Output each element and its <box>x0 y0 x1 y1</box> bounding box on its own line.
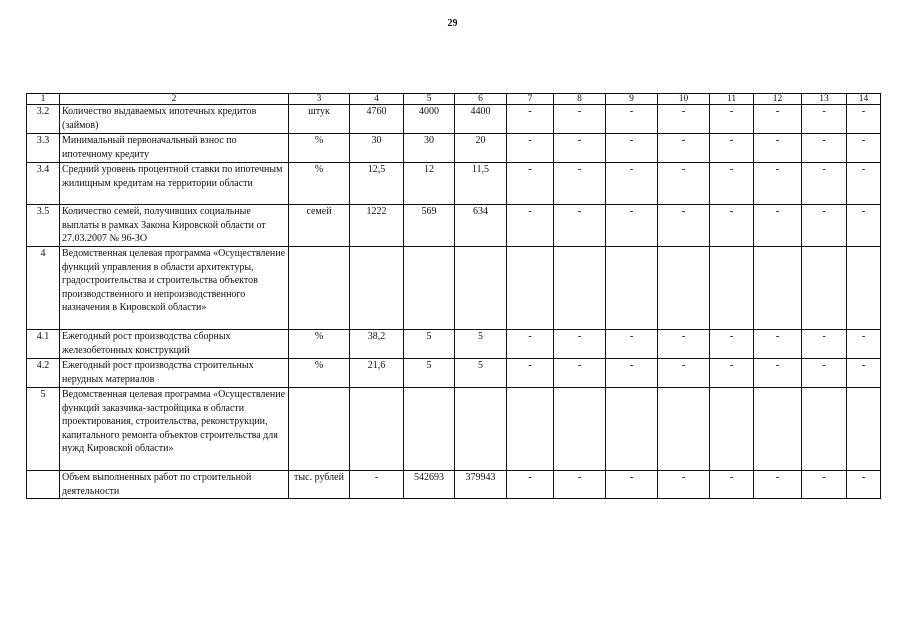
value-col9-cell <box>606 388 658 471</box>
value-col5-cell: 12 <box>404 163 455 205</box>
row-number-cell: 4 <box>27 247 60 330</box>
value-col4-cell: 38,2 <box>350 330 404 359</box>
unit-cell: семей <box>289 205 350 247</box>
row-number-cell: 3.4 <box>27 163 60 205</box>
value-col9-cell: - <box>606 471 658 499</box>
value-col6-cell: 11,5 <box>455 163 507 205</box>
value-col13-cell: - <box>802 105 847 134</box>
value-col4-cell: 12,5 <box>350 163 404 205</box>
value-col6-cell: 379943 <box>455 471 507 499</box>
value-col6-cell: 634 <box>455 205 507 247</box>
value-col11-cell <box>710 388 754 471</box>
value-col8-cell <box>554 388 606 471</box>
value-col10-cell: - <box>658 330 710 359</box>
column-header-4: 4 <box>350 94 404 105</box>
value-col11-cell: - <box>710 359 754 388</box>
value-col13-cell <box>802 247 847 330</box>
value-col4-cell: 1222 <box>350 205 404 247</box>
indicator-name-cell: Количество выдаваемых ипотечных кредитов (займов) <box>60 105 289 134</box>
value-col8-cell: - <box>554 163 606 205</box>
value-col14-cell: - <box>847 105 881 134</box>
value-col14-cell: - <box>847 163 881 205</box>
row-number-cell: 3.5 <box>27 205 60 247</box>
unit-cell: % <box>289 330 350 359</box>
column-header-3: 3 <box>289 94 350 105</box>
column-header-13: 13 <box>802 94 847 105</box>
value-col11-cell: - <box>710 330 754 359</box>
value-col14-cell: - <box>847 359 881 388</box>
header-row <box>27 94 881 105</box>
column-header-14: 14 <box>847 94 881 105</box>
indicator-name-cell: Ежегодный рост производства строительных нерудных материалов <box>60 359 289 388</box>
value-col11-cell <box>710 247 754 330</box>
value-col5-cell: 5 <box>404 359 455 388</box>
value-col12-cell <box>754 247 802 330</box>
value-col8-cell: - <box>554 134 606 163</box>
value-col6-cell: 4400 <box>455 105 507 134</box>
indicator-name-cell: Количество семей, получивших социальные выплаты в рамках Закона Кировской области от 27.03.2007 № 96-ЗО <box>60 205 289 247</box>
value-col9-cell: - <box>606 330 658 359</box>
value-col9-cell: - <box>606 163 658 205</box>
row-number-cell: 3.2 <box>27 105 60 134</box>
indicator-name-cell: Ежегодный рост производства сборных железобетонных конструкций <box>60 330 289 359</box>
value-col14-cell: - <box>847 205 881 247</box>
value-col13-cell: - <box>802 359 847 388</box>
indicator-name-cell: Минимальный первоначальный взнос по ипотечному кредиту <box>60 134 289 163</box>
page-number: 29 <box>447 18 458 29</box>
value-col14-cell <box>847 388 881 471</box>
row-number-cell <box>27 471 60 499</box>
value-col12-cell: - <box>754 134 802 163</box>
value-col10-cell: - <box>658 359 710 388</box>
value-col14-cell <box>847 247 881 330</box>
value-col13-cell: - <box>802 163 847 205</box>
indicators-table <box>26 93 881 499</box>
table-row <box>27 134 881 163</box>
value-col5-cell: 569 <box>404 205 455 247</box>
value-col12-cell: - <box>754 205 802 247</box>
unit-cell: штук <box>289 105 350 134</box>
column-header-6: 6 <box>455 94 507 105</box>
table-row <box>27 205 881 247</box>
value-col6-cell: 5 <box>455 330 507 359</box>
value-col7-cell <box>507 247 554 330</box>
value-col8-cell: - <box>554 471 606 499</box>
table-row <box>27 471 881 499</box>
row-number-cell: 5 <box>27 388 60 471</box>
value-col7-cell: - <box>507 105 554 134</box>
value-col12-cell: - <box>754 471 802 499</box>
indicator-name-cell: Ведомственная целевая программа «Осуществление функций заказчика-застройщика в области проектирования, строительства, реконструкции, капитального ремонта объектов строительства для нужд Кировской области» <box>60 388 289 471</box>
value-col12-cell: - <box>754 359 802 388</box>
value-col10-cell: - <box>658 134 710 163</box>
column-header-8: 8 <box>554 94 606 105</box>
value-col10-cell <box>658 247 710 330</box>
unit-cell: % <box>289 134 350 163</box>
value-col14-cell: - <box>847 134 881 163</box>
value-col13-cell: - <box>802 205 847 247</box>
value-col12-cell: - <box>754 163 802 205</box>
value-col6-cell: 5 <box>455 359 507 388</box>
table-row <box>27 388 881 471</box>
value-col13-cell: - <box>802 471 847 499</box>
value-col14-cell: - <box>847 330 881 359</box>
unit-cell <box>289 388 350 471</box>
table-row <box>27 359 881 388</box>
value-col6-cell: 20 <box>455 134 507 163</box>
value-col8-cell: - <box>554 330 606 359</box>
value-col11-cell: - <box>710 134 754 163</box>
table-row <box>27 163 881 205</box>
value-col5-cell: 5 <box>404 330 455 359</box>
value-col7-cell <box>507 388 554 471</box>
value-col10-cell <box>658 388 710 471</box>
row-number-cell: 3.3 <box>27 134 60 163</box>
value-col9-cell: - <box>606 359 658 388</box>
table-row <box>27 105 881 134</box>
value-col12-cell: - <box>754 105 802 134</box>
value-col7-cell: - <box>507 205 554 247</box>
value-col4-cell: - <box>350 471 404 499</box>
column-header-11: 11 <box>710 94 754 105</box>
value-col7-cell: - <box>507 471 554 499</box>
value-col14-cell: - <box>847 471 881 499</box>
value-col12-cell <box>754 388 802 471</box>
value-col9-cell <box>606 247 658 330</box>
value-col11-cell: - <box>710 105 754 134</box>
value-col5-cell: 30 <box>404 134 455 163</box>
indicator-name-cell: Объем выполненных работ по строительной деятельности <box>60 471 289 499</box>
row-number-cell: 4.1 <box>27 330 60 359</box>
unit-cell: тыс. рублей <box>289 471 350 499</box>
value-col8-cell: - <box>554 105 606 134</box>
value-col10-cell: - <box>658 205 710 247</box>
value-col12-cell: - <box>754 330 802 359</box>
value-col11-cell: - <box>710 205 754 247</box>
value-col4-cell: 4760 <box>350 105 404 134</box>
value-col4-cell: 30 <box>350 134 404 163</box>
value-col5-cell: 4000 <box>404 105 455 134</box>
indicator-name-cell: Ведомственная целевая программа «Осуществление функций управления в области архитектуры, градостроительства и строительства объектов производственного и непроизводственного назначения в Кировской области» <box>60 247 289 330</box>
column-header-5: 5 <box>404 94 455 105</box>
value-col11-cell: - <box>710 163 754 205</box>
value-col6-cell <box>455 388 507 471</box>
column-header-12: 12 <box>754 94 802 105</box>
value-col6-cell <box>455 247 507 330</box>
value-col7-cell: - <box>507 163 554 205</box>
value-col4-cell <box>350 247 404 330</box>
row-number-cell: 4.2 <box>27 359 60 388</box>
value-col5-cell <box>404 247 455 330</box>
value-col9-cell: - <box>606 205 658 247</box>
column-header-1: 1 <box>27 94 60 105</box>
value-col8-cell: - <box>554 205 606 247</box>
unit-cell: % <box>289 163 350 205</box>
value-col13-cell: - <box>802 134 847 163</box>
column-header-2: 2 <box>60 94 289 105</box>
value-col7-cell: - <box>507 359 554 388</box>
indicator-name-cell: Средний уровень процентной ставки по ипотечным жилищным кредитам на территории области <box>60 163 289 205</box>
value-col13-cell: - <box>802 330 847 359</box>
value-col7-cell: - <box>507 134 554 163</box>
value-col11-cell: - <box>710 471 754 499</box>
value-col4-cell: 21,6 <box>350 359 404 388</box>
column-header-9: 9 <box>606 94 658 105</box>
table-row <box>27 330 881 359</box>
value-col9-cell: - <box>606 105 658 134</box>
value-col10-cell: - <box>658 471 710 499</box>
value-col13-cell <box>802 388 847 471</box>
value-col8-cell: - <box>554 359 606 388</box>
value-col5-cell <box>404 388 455 471</box>
column-header-7: 7 <box>507 94 554 105</box>
value-col10-cell: - <box>658 105 710 134</box>
value-col10-cell: - <box>658 163 710 205</box>
table-row <box>27 247 881 330</box>
value-col9-cell: - <box>606 134 658 163</box>
column-header-10: 10 <box>658 94 710 105</box>
unit-cell <box>289 247 350 330</box>
value-col5-cell: 542693 <box>404 471 455 499</box>
unit-cell: % <box>289 359 350 388</box>
value-col7-cell: - <box>507 330 554 359</box>
value-col4-cell <box>350 388 404 471</box>
value-col8-cell <box>554 247 606 330</box>
